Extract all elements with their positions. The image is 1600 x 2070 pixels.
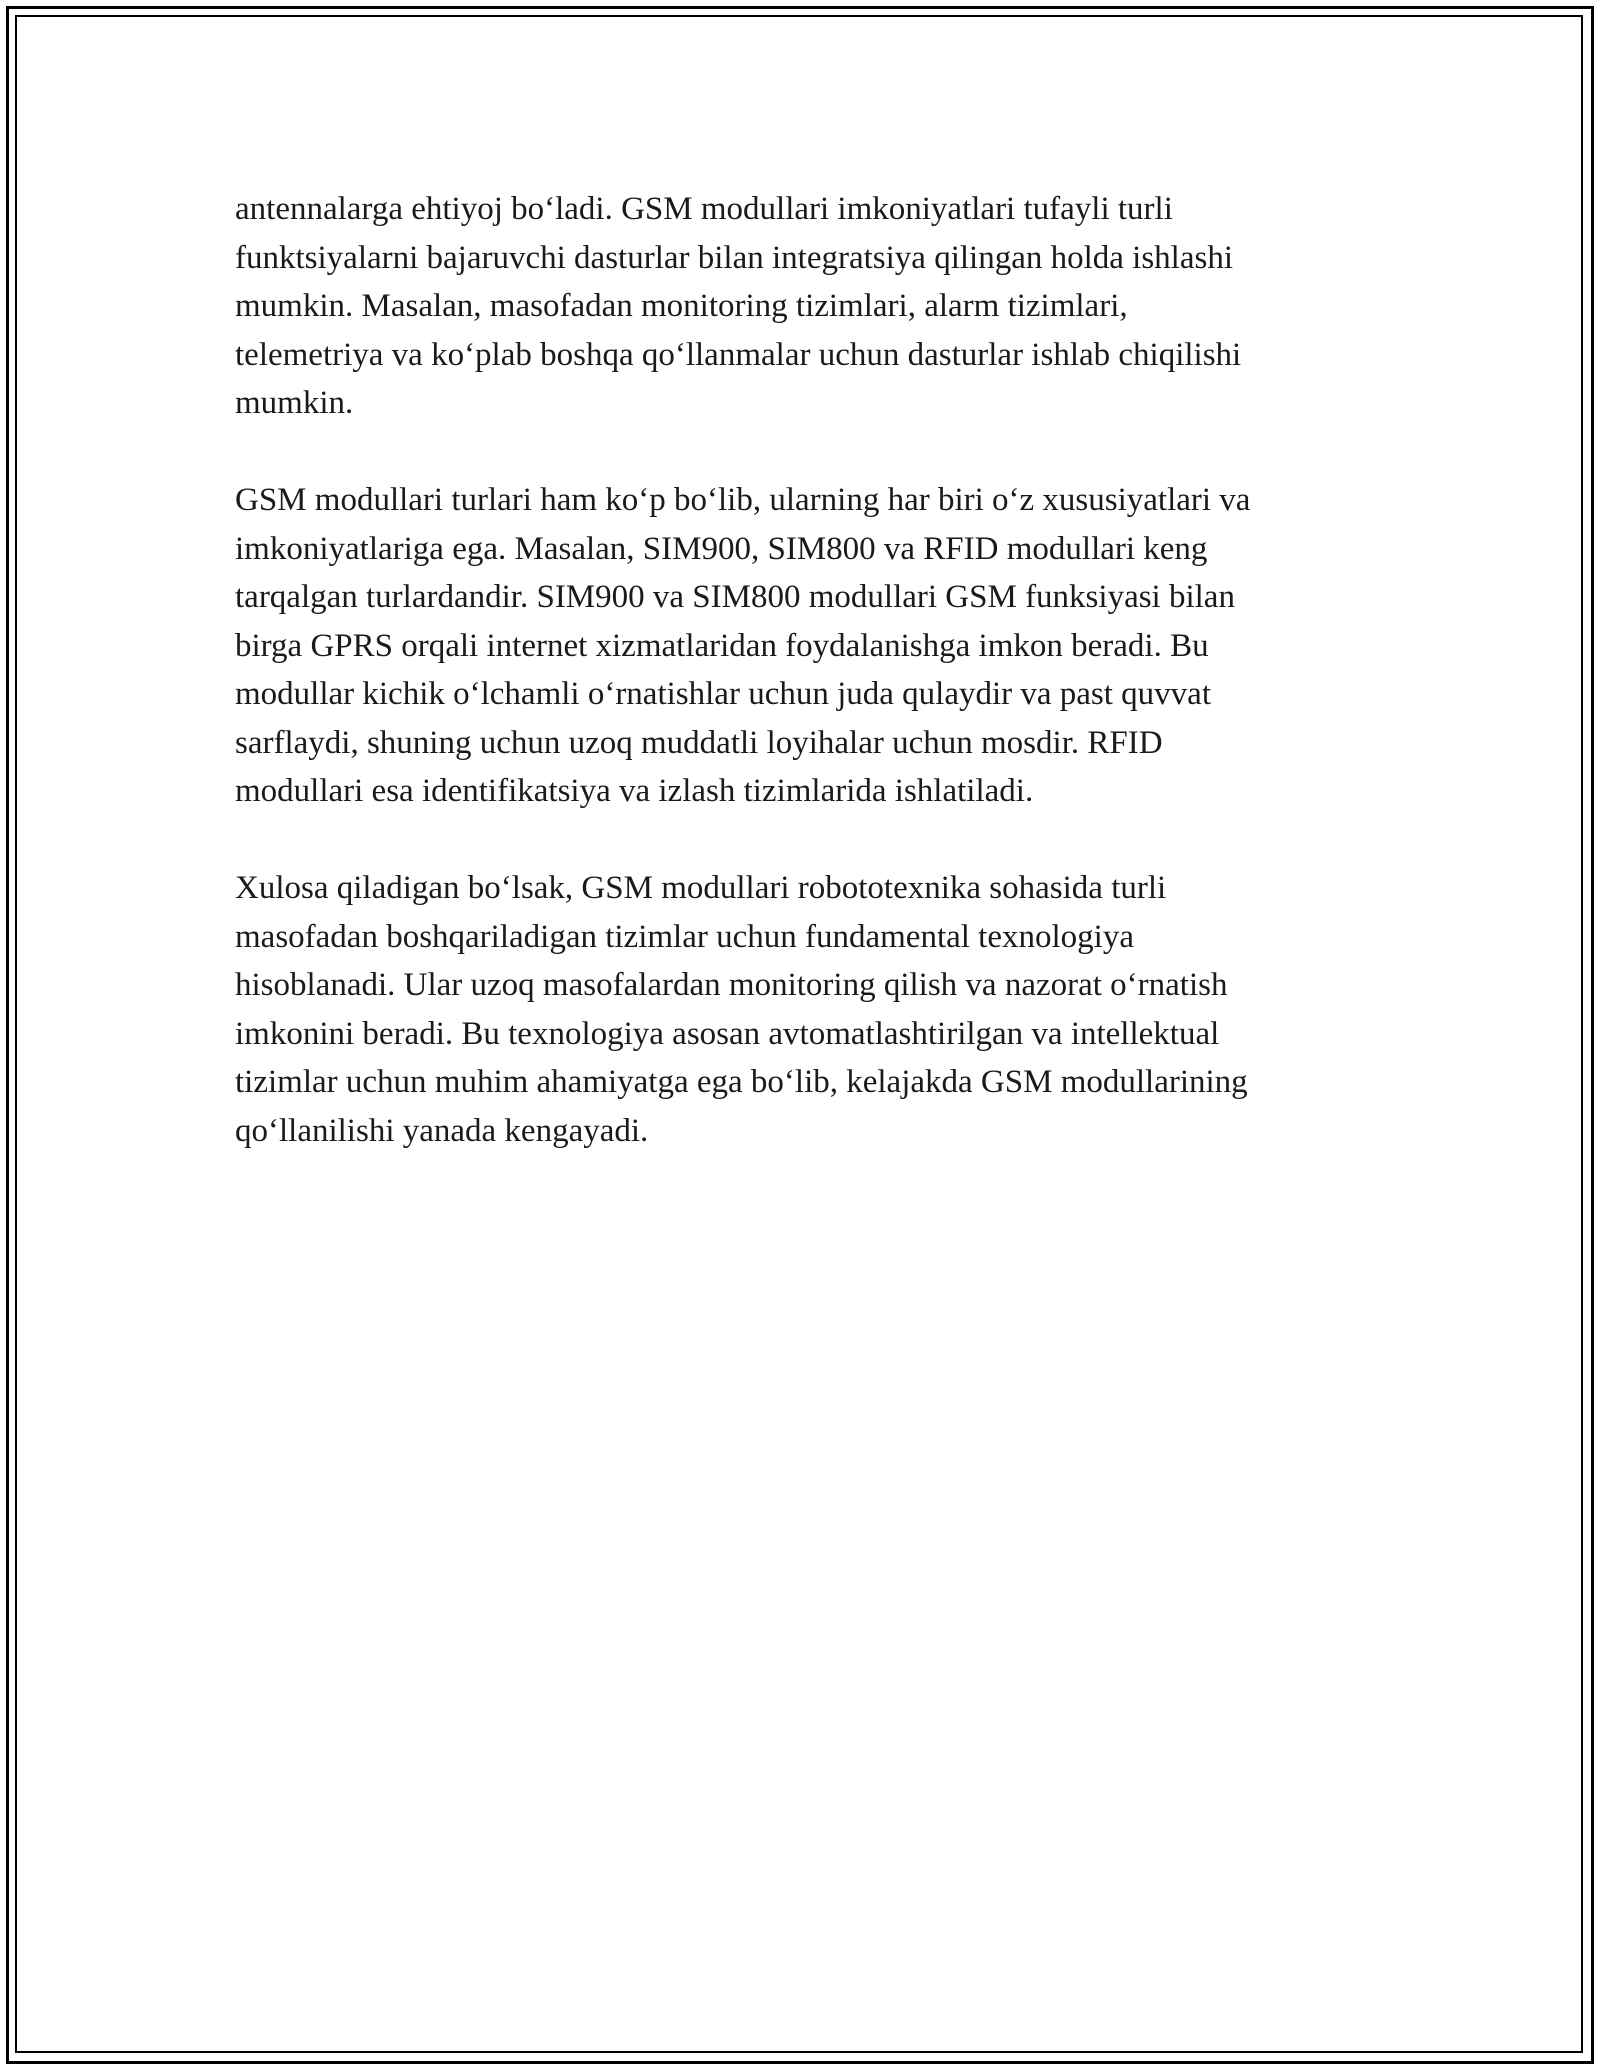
paragraph-2 (235, 476, 1365, 816)
text-line: birga GPRS orqali internet xizmatlaridan foydalanishga imkon beradi. Bu (235, 627, 1209, 664)
paragraph-1 (235, 185, 1365, 428)
text-line: antennalarga ehtiyoj boʻladi. GSM modullari imkoniyatlari tufayli turli (235, 191, 1173, 227)
text-line: sarflaydi, shuning uchun uzoq muddatli loyihalar uchun mosdir. RFID (235, 724, 1163, 761)
text-line: hisoblanadi. Ular uzoq masofalardan monitoring qilish va nazorat oʻrnatish (235, 967, 1228, 1003)
text-line: telemetriya va koʻplab boshqa qoʻllanmalar uchun dasturlar ishlab chiqilishi (235, 336, 1242, 373)
text-line: mumkin. Masalan, masofadan monitoring tizimlari, alarm tizimlari, (235, 288, 1128, 324)
text-line: modullar kichik oʻlchamli oʻrnatishlar uchun juda qulaydir va past quvvat (235, 676, 1211, 712)
text-line: tizimlar uchun muhim ahamiyatga ega boʻlib, kelajakda GSM modullarining (235, 1064, 1248, 1100)
text-line: GSM modullari turlari ham koʻp boʻlib, ularning har biri oʻz xususiyatlari va (235, 482, 1251, 518)
paragraph-3 (235, 864, 1365, 1155)
text-line: tarqalgan turlardandir. SIM900 va SIM800 modullari GSM funksiyasi bilan (235, 579, 1235, 615)
text-line: Xulosa qiladigan boʻlsak, GSM modullari robototexnika sohasida turli (235, 870, 1167, 906)
text-line: qoʻllanilishi yanada kengayadi. (235, 1112, 649, 1149)
document-body (235, 185, 1365, 1204)
text-line: modullari esa identifikatsiya va izlash tizimlarida ishlatiladi. (235, 773, 1034, 809)
text-line: masofadan boshqariladigan tizimlar uchun fundamental texnologiya (235, 918, 1134, 955)
text-line: imkoniyatlariga ega. Masalan, SIM900, SIM800 va RFID modullari keng (235, 530, 1208, 567)
text-line: imkonini beradi. Bu texnologiya asosan avtomatlashtirilgan va intellektual (235, 1015, 1220, 1052)
text-line: mumkin. (235, 385, 354, 421)
text-line: funktsiyalarni bajaruvchi dasturlar bilan integratsiya qilingan holda ishlashi (235, 239, 1233, 276)
